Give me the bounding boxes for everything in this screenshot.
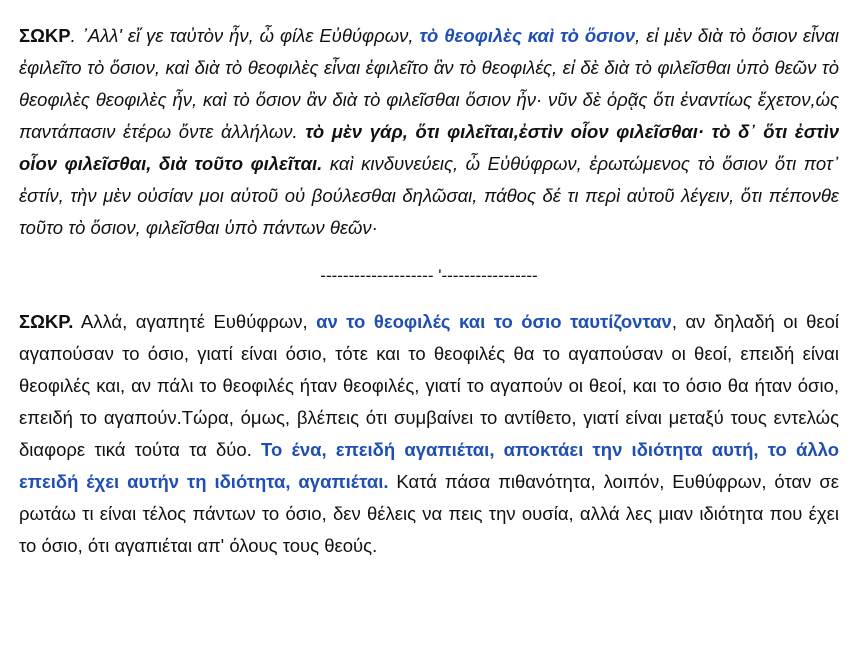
ancient-highlight-blue: τὸ θεοφιλὲς καὶ τὸ ὅσιον	[419, 25, 636, 46]
speaker-label-modern: ΣΩΚΡ.	[19, 311, 74, 332]
modern-text-segment-3: Κατά πάσα πιθανότητα, λοιπόν, Ευθύφρων, όταν σε ρωτάω τι είναι τέλος πάντων το όσιο, δεν θέλεις να πεις την ουσία, αλλά λες μιαν ιδιότητα που έχει το όσιο, ότι αγαπιέται απ' όλους τους θεούς.	[19, 471, 839, 556]
modern-highlight-blue-1: αν το θεοφιλές και το όσιο ταυτίζονταν	[316, 311, 672, 332]
modern-greek-paragraph	[19, 306, 839, 562]
ancient-text-segment-3: καὶ κινδυνεύεις, ὦ Εὐθύφρων, ἐρωτώμενος τὸ ὅσιον ὅτι ποτ᾽ ἐστίν, τὴν μὲν οὐσίαν μοι αὐτοῦ οὐ βούλεσθαι δηλῶσαι, πάθος δέ τι περὶ αὐτοῦ λέγειν, ὅτι πέπονθε τοῦτο τὸ ὅσιον, φιλεῖσθαι ὑπὸ πάντων θεῶν·	[19, 153, 839, 238]
modern-text-segment-2: , αν δηλαδή οι θεοί αγαπούσαν το όσιο, γιατί είναι όσιο, τότε και το θεοφιλές θα το αγαπούσαν οι θεοί, επειδή είναι θεοφιλές και, αν πάλι το θεοφιλές ήταν θεοφιλές, γιατί το αγαπούν οι θεοί, και το όσιο θα ήταν όσιο, επειδή το αγαπούν.Τώρα, όμως, βλέπεις ότι συμβαίνει το αντίθετο, γιατί είναι μεταξύ τους εντελώς διαφορε τικά τούτα τα δύο.	[19, 311, 840, 460]
ancient-text-segment-2: , εἰ μὲν διὰ τὸ ὅσιον εἶναι ἐφιλεῖτο τὸ ὅσιον, καὶ διὰ τὸ θεοφιλὲς εἶναι ἐφιλεῖτο ἂν τὸ θεοφιλές, εἰ δὲ διὰ τὸ φιλεῖσθαι ὑπὸ θεῶν τὸ θεοφιλὲς θεοφιλὲς ἦν, καὶ τὸ ὅσιον ἂν διὰ τὸ φιλεῖσθαι ὅσιον ἦν· νῦν δὲ ὁρᾷς ὅτι ἐναντίως ἔχετον,ὡς παντάπασιν ἑτέρω ὄντε ἀλλήλων.	[19, 25, 839, 142]
modern-highlight-blue-2: Το ένα, επειδή αγαπιέται, αποκτάει την ιδιότητα αυτή, το άλλο επειδή έχει αυτήν τη ιδιότητα, αγαπιέται.	[19, 439, 839, 492]
ancient-text-segment-sep: .	[70, 25, 82, 46]
ancient-highlight-bold: τὸ μὲν γάρ, ὅτι φιλεῖται,ἐστὶν οἷον φιλεῖσθαι· τὸ δ᾽ ὅτι ἐστὶν οἷον φιλεῖσθαι, διὰ τοῦτο φιλεῖται.	[19, 121, 840, 174]
modern-text-segment-1: Αλλά, αγαπητέ Ευθύφρων,	[73, 311, 317, 332]
speaker-label-ancient: ΣΩΚΡ	[19, 25, 71, 46]
section-divider: -------------------- '-----------------	[320, 266, 538, 285]
ancient-text-segment-1: ᾿Αλλ' εἴ γε ταὐτὸν ἦν, ὦ φίλε Εὐθύφρων,	[81, 25, 420, 46]
ancient-greek-paragraph	[19, 20, 839, 244]
